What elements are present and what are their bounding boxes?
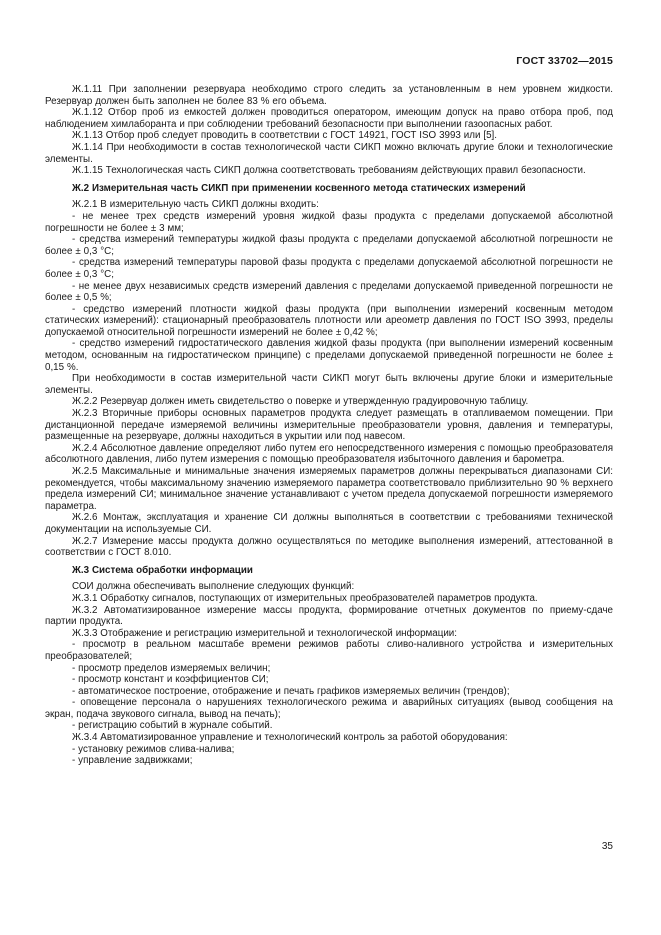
list-item: - регистрацию событий в журнале событий. — [72, 720, 273, 732]
paragraph: Ж.1.12 Отбор проб из емкостей должен проводиться оператором, имеющим допуск на право отбора проб, под наблюдением химлаборанта и при соблюдении требований безопасности при выполнении газоопасных работ. — [45, 107, 613, 130]
paragraph: Ж.2.4 Абсолютное давление определяют либо путем его непосредственного измерения с помощью преобразователя абсолютного давления, либо путем измерения с помощью преобразователя избыточного давления и барометра. — [45, 442, 613, 466]
paragraph: Ж.2.1 В измерительную часть СИКП должны входить: — [72, 199, 319, 211]
paragraph: При необходимости в состав измерительной части СИКП могут быть включены другие блоки и измерительные элементы. — [45, 373, 613, 396]
list-item: - не менее двух независимых средств измерений давления с пределами допускаемой приведенной погрешности не более ± 0,5 %; — [45, 280, 613, 304]
list-item: - оповещение персонала о нарушениях технологического режима и аварийных ситуациях (вывод сообщения на экран, подача звукового сигнала, вывод на печать); — [45, 697, 613, 720]
page-content — [45, 84, 613, 767]
paragraph: Ж.3.3 Отображение и регистрацию измерительной и технологической информации: — [72, 627, 457, 639]
paragraph: Ж.3.2 Автоматизированное измерение массы продукта, формирование отчетных документов по приему-сдаче партии продукта. — [45, 604, 613, 628]
page-number: 35 — [601, 841, 613, 852]
paragraph: Ж.1.13 Отбор проб следует проводить в соответствии с ГОСТ 14921, ГОСТ ISO 3993 или [5]. — [72, 130, 497, 142]
list-item: - просмотр в реальном масштабе времени режимов работы сливо-наливного устройства и измерительных преобразователей; — [45, 639, 613, 662]
list-item: - средства измерений температуры жидкой фазы продукта с пределами допускаемой абсолютной погрешности не более ± 0,3 °С; — [45, 234, 613, 257]
paragraph: Ж.3.1 Обработку сигналов, поступающих от измерительных преобразователей параметров продукта. — [72, 592, 538, 604]
paragraph: Ж.1.15 Технологическая часть СИКП должна соответствовать требованиям действующих правил безопасности. — [72, 165, 586, 177]
list-item: - просмотр констант и коэффициентов СИ; — [72, 674, 269, 686]
paragraph: Ж.2.3 Вторичные приборы основных параметров продукта следует размещать в отапливаемом помещении. При дистанционной передаче измеряемой величины измерительные преобразователи уровня, давления и температуры, размещенные на резервуаре, должны находиться в укрытии или под навесом. — [45, 408, 613, 443]
paragraph: Ж.1.14 При необходимости в состав технологической части СИКП можно включать другие блоки и технологические элементы. — [45, 141, 613, 165]
paragraph: Ж.2.2 Резервуар должен иметь свидетельство о поверке и утвержденную градуировочную таблицу. — [72, 396, 529, 408]
paragraph: Ж.2.6 Монтаж, эксплуатация и хранение СИ должны выполняться в соответствии с требованиями технической документации на используемые СИ. — [45, 512, 613, 535]
list-item: - управление задвижками; — [72, 755, 193, 767]
list-item: - установку режимов слива-налива; — [72, 743, 235, 755]
paragraph: Ж.2.7 Измерение массы продукта должно осуществляться по методике выполнения измерений, аттестованной в соответствии с ГОСТ 8.010. — [45, 535, 613, 559]
paragraph: Ж.1.11 При заполнении резервуара необходимо строго следить за установленным в нем уровнем жидкости. Резервуар должен быть заполнен не более 83 % его объема. — [45, 84, 613, 107]
list-item: - просмотр пределов измеряемых величин; — [72, 662, 271, 674]
list-item: - средства измерений температуры паровой фазы продукта с пределами допускаемой абсолютной погрешности не более ± 0,3 °С; — [45, 257, 613, 280]
list-item: - не менее трех средств измерений уровня жидкой фазы продукта с пределами допускаемой абсолютной погрешности не более ± 3 мм; — [45, 210, 613, 234]
section-heading-zh2: Ж.2 Измерительная часть СИКП при применении косвенного метода статических измерений — [72, 182, 526, 194]
paragraph: СОИ должна обеспечивать выполнение следующих функций: — [72, 581, 355, 593]
paragraph: Ж.3.4 Автоматизированное управление и технологический контроль за работой оборудования: — [72, 732, 508, 744]
list-item: - средство измерений плотности жидкой фазы продукта (при выполнении измерений косвенным методом статических измерений): стационарный преобразователь плотности или ареометр давления по ГОСТ ISO 3993, пределы допускаемой относительной погрешности измерений не более ± 0,42 %; — [45, 303, 613, 338]
paragraph: Ж.2.5 Максимальные и минимальные значения измеряемых параметров должны перекрываться диапазонами СИ: рекомендуется, чтобы максимальному значению измеряемого параметра соответствовало приблизительно 90 % верхнего предела измерений СИ; минимальное значение устанавливают с учетом предела допускаемой погрешности измеряемого параметра. — [45, 466, 613, 512]
section-heading-zh3: Ж.3 Система обработки информации — [72, 564, 253, 576]
list-item: - автоматическое построение, отображение и печать графиков измеряемых величин (трендов); — [72, 685, 510, 697]
doc-number-header: ГОСТ 33702—2015 — [516, 55, 613, 67]
list-item: - средство измерений гидростатического давления жидкой фазы продукта (при выполнении измерений косвенным методом, основанным на гидростатическом принципе) с пределами допускаемой приведенной погрешности не более ± 0,15 %. — [45, 338, 613, 373]
